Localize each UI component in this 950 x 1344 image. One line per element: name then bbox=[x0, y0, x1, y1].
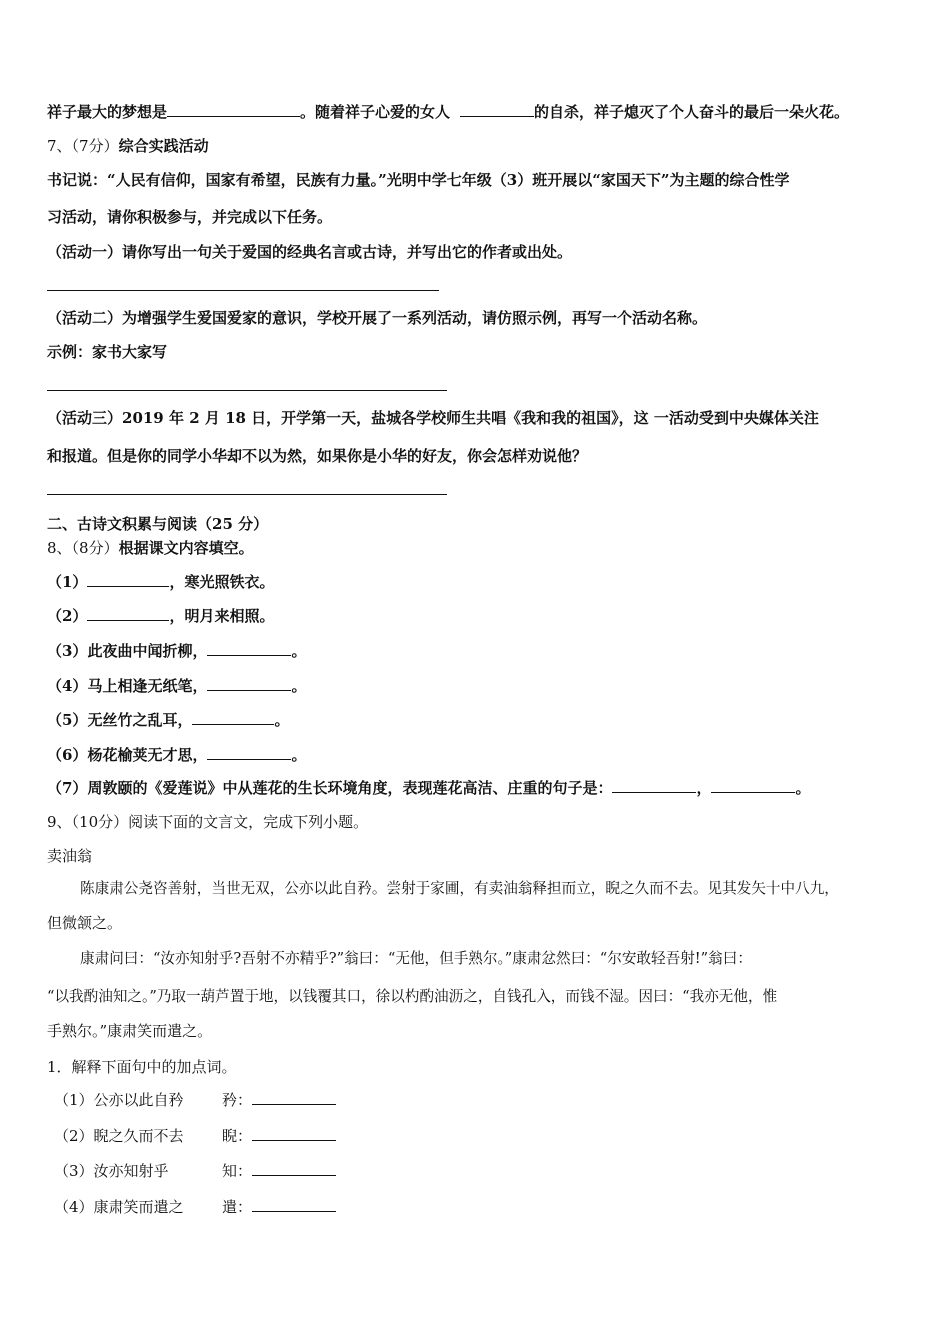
q8-item-label: （6） bbox=[47, 746, 88, 764]
passage-para2-line2: “以我酌油知之。”乃取一葫芦置于地，以钱覆其口，徐以杓酌油沥之，自钱孔入，而钱不湿。因曰：“我亦无他，惟 bbox=[47, 988, 778, 1005]
q6-text-3: 的自杀，祥子熄灭了个人奋斗的最后一朵火花。 bbox=[534, 103, 850, 121]
passage-para1-line2: 但微颔之。 bbox=[47, 914, 123, 932]
q8-number: 8、（8分） bbox=[47, 539, 119, 557]
q8-blank[interactable] bbox=[87, 572, 169, 587]
passage-para2-line3: 手熟尔。”康肃笑而遣之。 bbox=[47, 1022, 213, 1040]
q6-text-2: 。随着祥子心爱的女人 bbox=[300, 103, 451, 121]
q9-blank[interactable] bbox=[252, 1161, 336, 1176]
item-phrase: 汝亦知射乎 bbox=[93, 1162, 169, 1180]
q6-text-1: 祥子最大的梦想是 bbox=[47, 103, 168, 121]
q7-activity3-2: 和报道。但是你的同学小华却不以为然，如果你是小华的好友，你会怎样劝说他？ bbox=[47, 447, 588, 465]
q9-blank[interactable] bbox=[252, 1197, 336, 1212]
q8-item7-text: 周敦颐的《爱莲说》中从莲花的生长环境角度，表现莲花高洁、庄重的句子是： bbox=[87, 779, 613, 797]
q8-item-4 bbox=[47, 676, 306, 696]
q8-item-7 bbox=[47, 778, 810, 798]
q7-activity3-answer-line[interactable] bbox=[47, 494, 447, 495]
q7-activity1: （活动一）请你写出一句关于爱国的经典名言或古诗，并写出它的作者或出处。 bbox=[47, 243, 573, 261]
q9-sub1-item-3 bbox=[54, 1161, 336, 1181]
q8-item-1 bbox=[47, 572, 274, 592]
q8-item-6 bbox=[47, 745, 306, 765]
item-label: （3） bbox=[54, 1162, 94, 1180]
q7-activity2-answer-line[interactable] bbox=[47, 390, 447, 391]
q8-item-label: （7） bbox=[47, 779, 88, 797]
q9-sub1-item-4 bbox=[54, 1197, 336, 1217]
item-word: 矜： bbox=[222, 1091, 253, 1109]
q9-blank[interactable] bbox=[252, 1090, 336, 1105]
q9-sub1-item-2 bbox=[54, 1126, 336, 1146]
q8-blank[interactable] bbox=[87, 606, 169, 621]
item-label: （1） bbox=[54, 1091, 94, 1109]
q8-item-label: （5） bbox=[47, 711, 88, 729]
q8-item-after: 。 bbox=[291, 677, 307, 695]
q8-item-before: 马上相逢无纸笔， bbox=[87, 677, 208, 695]
q7-activity3-1: （活动三）2019 年 2 月 18 日，开学第一天，盐城各学校师生共唱《我和我的祖国》，这 一活动受到中央媒体关注 bbox=[47, 409, 819, 427]
q7-example: 示例：家书大家写 bbox=[47, 343, 168, 361]
q7-activity2: （活动二）为增强学生爱国爱家的意识，学校开展了一系列活动，请仿照示例，再写一个活动名称。 bbox=[47, 309, 708, 327]
q9-header bbox=[47, 812, 368, 832]
q8-blank[interactable] bbox=[207, 745, 291, 760]
q8-item-after: ，明月来相照。 bbox=[169, 607, 275, 625]
item-word: 知： bbox=[222, 1162, 253, 1180]
q9-blank[interactable] bbox=[252, 1126, 336, 1141]
q8-item7-end: 。 bbox=[795, 779, 811, 797]
q7-number: 7、（7分） bbox=[47, 137, 119, 155]
item-phrase: 睨之久而不去 bbox=[93, 1127, 184, 1145]
q8-blank[interactable] bbox=[612, 778, 696, 793]
q6-tail-line bbox=[47, 102, 849, 122]
q8-header bbox=[47, 538, 254, 558]
q8-item-before: 此夜曲中闻折柳， bbox=[87, 642, 208, 660]
q8-item-label: （4） bbox=[47, 677, 88, 695]
q8-title: 根据课文内容填空。 bbox=[118, 539, 254, 557]
q9-number: 9、（10分） bbox=[47, 813, 129, 831]
item-word: 遣： bbox=[222, 1198, 253, 1216]
q8-item-before: 杨花榆荚无才思， bbox=[87, 746, 208, 764]
q9-sub1-title: 1．解释下面句中的加点词。 bbox=[47, 1058, 237, 1076]
q8-item7-sep: ， bbox=[696, 779, 712, 797]
q8-item-label: （2） bbox=[47, 607, 88, 625]
q7-intro-2: 习活动，请你积极参与，并完成以下任务。 bbox=[47, 208, 333, 226]
q8-item-label: （1） bbox=[47, 573, 88, 591]
q9-sub1-item-1 bbox=[54, 1090, 336, 1110]
item-label: （2） bbox=[54, 1127, 94, 1145]
section2-title: 二、古诗文积累与阅读（25 分） bbox=[47, 515, 269, 533]
q8-item-label: （3） bbox=[47, 642, 88, 660]
passage-para1-line1: 陈康肃公尧咨善射，当世无双，公亦以此自矜。尝射于家圃，有卖油翁释担而立，睨之久而不去。见其发矢十中八九， bbox=[80, 880, 839, 897]
item-word: 睨： bbox=[222, 1127, 253, 1145]
passage-para2-line1: 康肃问曰：“汝亦知射乎?吾射不亦精乎?”翁曰：“无他，但手熟尔。”康肃忿然曰：“尔安敢轻吾射!”翁曰： bbox=[80, 950, 752, 967]
passage-title: 卖油翁 bbox=[47, 847, 93, 865]
q8-item-2 bbox=[47, 606, 274, 626]
q7-title: 综合实践活动 bbox=[118, 137, 209, 155]
q6-blank-2[interactable] bbox=[460, 102, 534, 117]
q7-activity1-answer-line[interactable] bbox=[47, 290, 439, 291]
q8-blank[interactable] bbox=[711, 778, 795, 793]
q6-blank-1[interactable] bbox=[167, 102, 300, 117]
q8-item-3 bbox=[47, 641, 306, 661]
q8-item-5 bbox=[47, 710, 289, 730]
q8-blank[interactable] bbox=[207, 676, 291, 691]
q7-header bbox=[47, 136, 209, 156]
item-phrase: 公亦以此自矜 bbox=[93, 1091, 184, 1109]
q8-blank[interactable] bbox=[192, 710, 274, 725]
q9-instruction: 阅读下面的文言文，完成下列小题。 bbox=[128, 813, 369, 831]
q7-intro-1: 书记说：“人民有信仰，国家有希望，民族有力量。”光明中学七年级（3）班开展以“家国天下”为主题的综合性学 bbox=[47, 171, 790, 189]
q8-item-before: 无丝竹之乱耳， bbox=[87, 711, 193, 729]
q8-item-after: 。 bbox=[274, 711, 290, 729]
q8-blank[interactable] bbox=[207, 641, 291, 656]
q8-item-after: 。 bbox=[291, 642, 307, 660]
q8-item-after: ，寒光照铁衣。 bbox=[169, 573, 275, 591]
item-phrase: 康肃笑而遣之 bbox=[93, 1198, 184, 1216]
item-label: （4） bbox=[54, 1198, 94, 1216]
q8-item-after: 。 bbox=[291, 746, 307, 764]
